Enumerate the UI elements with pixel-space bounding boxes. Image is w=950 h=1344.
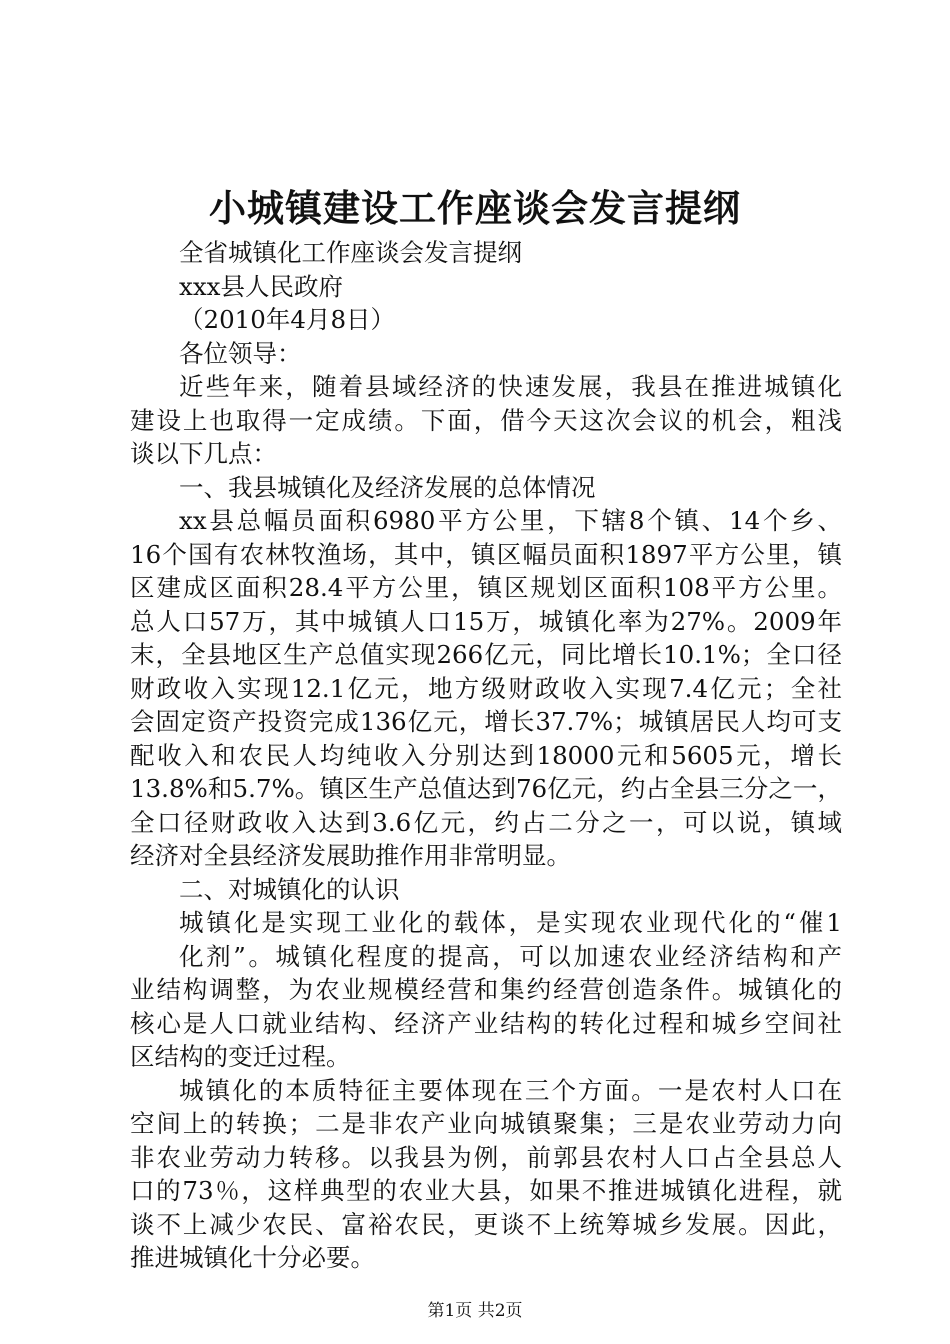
text-line: 口的73％，这样典型的农业大县，如果不推进城镇化进程，就 <box>130 1176 842 1205</box>
text-line: 财政收入实现12.1亿元，地方级财政收入实现7.4亿元；全社 <box>130 673 842 703</box>
text-line: 城镇化是实现工业化的载体，是实现农业现代化的“催1 <box>179 908 842 937</box>
text-line: xx县总幅员面积6980平方公里，下辖8个镇、14个乡、 <box>179 506 842 535</box>
subtitle-line: 全省城镇化工作座谈会发言提纲 <box>179 238 522 267</box>
text-line: 核心是人口就业结构、经济产业结构的转化过程和城乡空间社 <box>130 1008 842 1038</box>
text-line: 谈不上减少农民、富裕农民，更谈不上统筹城乡发展。因此， <box>130 1209 842 1239</box>
text-line: 16个国有农林牧渔场，其中，镇区幅员面积1897平方公里，镇 <box>130 539 842 569</box>
text-line: 建设上也取得一定成绩。下面，借今天这次会议的机会，粗浅 <box>130 405 842 435</box>
salutation-line: 各位领导： <box>179 338 302 368</box>
issuer-line: xxx县人民政府 <box>179 271 343 301</box>
document-title: 小城镇建设工作座谈会发言提纲 <box>209 186 741 230</box>
text-line: 谈以下几点： <box>130 439 277 468</box>
text-line: 化剂”。城镇化程度的提高，可以加速农业经济结构和产 <box>179 941 842 971</box>
section-heading: 一、我县城镇化及经济发展的总体情况 <box>179 472 596 502</box>
text-line: 区建成区面积28.4平方公里，镇区规划区面积108平方公里。 <box>130 573 842 602</box>
text-line: 会固定资产投资完成136亿元，增长37.7%；城镇居民人均可支 <box>130 707 842 736</box>
text-line: 推进城镇化十分必要。 <box>130 1243 375 1272</box>
text-line: 城镇化的本质特征主要体现在三个方面。一是农村人口在 <box>179 1075 842 1105</box>
text-line: 非农业劳动力转移。以我县为例，前郭县农村人口占全县总人 <box>130 1142 842 1172</box>
section-heading: 二、对城镇化的认识 <box>179 874 400 904</box>
text-line: 近些年来，随着县域经济的快速发展，我县在推进城镇化 <box>179 372 842 401</box>
text-line: 经济对全县经济发展助推作用非常明显。 <box>130 841 571 870</box>
text-line: 空间上的转换；二是非农产业向城镇聚集；三是农业劳动力向 <box>130 1109 842 1138</box>
text-line: 区结构的变迁过程。 <box>130 1042 351 1071</box>
text-line: 配收入和农民人均纯收入分别达到18000元和5605元，增长 <box>130 740 842 770</box>
date-line: （2010年4月8日） <box>179 305 396 334</box>
text-line: 13.8%和5.7%。镇区生产总值达到76亿元，约占全县三分之一， <box>130 774 842 803</box>
text-line: 总人口57万，其中城镇人口15万，城镇化率为27%。2009年 <box>130 606 842 636</box>
page-footer: 第1页 共2页 <box>427 1301 523 1321</box>
text-line: 全口径财政收入达到3.6亿元，约占二分之一，可以说，镇域 <box>130 807 842 837</box>
text-line: 末，全县地区生产总值实现266亿元，同比增长10.1%；全口径 <box>130 640 842 669</box>
text-line: 业结构调整，为农业规模经营和集约经营创造条件。城镇化的 <box>130 975 842 1004</box>
document-body <box>130 236 842 1275</box>
